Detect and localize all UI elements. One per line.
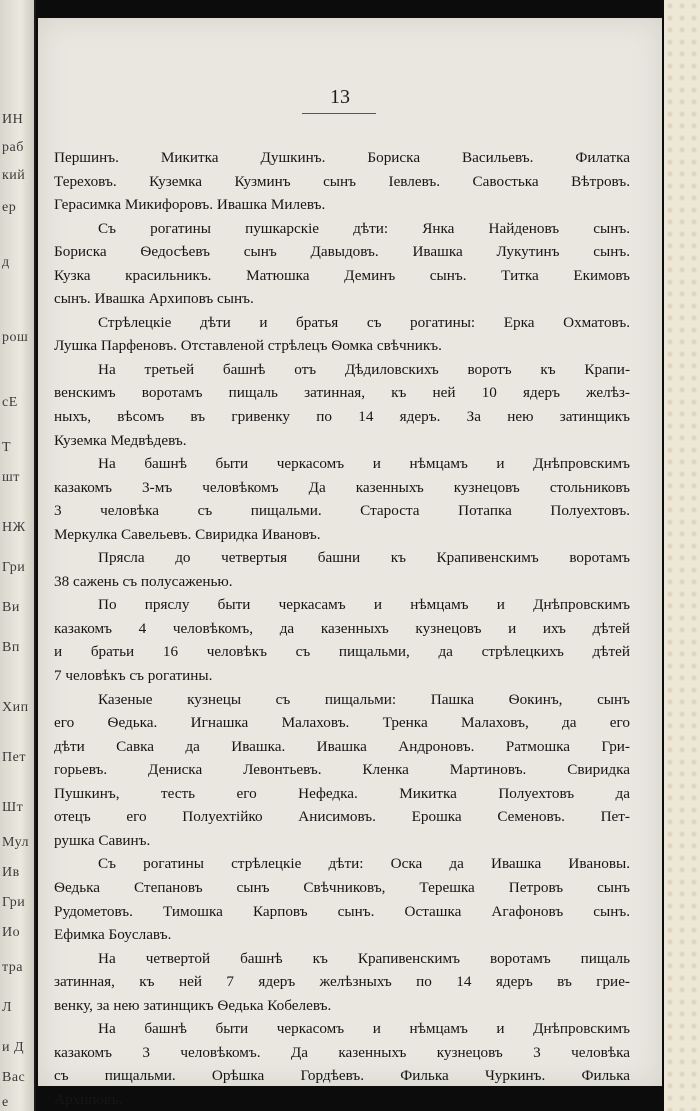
left-page-fragment: Пет: [2, 750, 26, 765]
left-page-fragment: ер: [2, 200, 17, 215]
text-line: Бориска Ѳедосѣевъ сынъ Давыдовъ. Ивашка Лукутинъ сынъ.: [54, 243, 630, 261]
text-line: По пряслу быти черкасамъ и нѣмцамъ и Днѣпровскимъ: [98, 596, 630, 614]
text-line: Герасимка Микифоровъ. Ивашка Милевъ.: [54, 196, 326, 214]
paragraph: [54, 852, 630, 946]
text-line: Съ рогатины стрѣлецкіе дѣти: Оска да Ивашка Ивановы.: [98, 855, 630, 873]
left-page-fragment: сЕ: [2, 395, 18, 410]
page-body-text: [54, 146, 630, 1111]
left-page-fragment: ИН: [2, 112, 24, 127]
left-page-fragment: Ви: [2, 600, 20, 615]
text-line: съ пищальми. Орѣшка Гордѣевъ. Филька Чуркинъ. Филька: [54, 1067, 630, 1085]
paragraph: [54, 546, 630, 593]
left-page-fragment: д: [2, 255, 10, 270]
text-line: Кузка красильникъ. Матюшка Деминъ сынъ. Титка Екимовъ: [54, 266, 630, 284]
paragraph: [54, 947, 630, 1018]
left-page-fragment: и Д: [2, 1040, 25, 1055]
text-line: Архиповъ.: [54, 1090, 123, 1108]
paragraph: [54, 452, 630, 546]
text-line: Першинъ. Микитка Душкинъ. Бориска Васильевъ. Филатка: [54, 149, 630, 166]
text-line: казакомъ 3-мъ человѣкомъ Да казенныхъ кузнецовъ стольниковъ: [54, 478, 630, 496]
text-line: Ѳедька Степановъ сынъ Свѣчниковъ, Терешка Петровъ сынъ: [54, 878, 630, 896]
left-page-fragment: Ио: [2, 925, 21, 940]
text-line: Съ рогатины пушкарскіе дѣти: Янка Найденовъ сынъ.: [98, 219, 630, 237]
paragraph: [54, 1017, 630, 1111]
left-page-fragment: Т: [2, 440, 12, 455]
left-page-fragment: Ив: [2, 865, 20, 880]
text-line: На башнѣ быти черкасомъ и нѣмцамъ и Днѣпровскимъ: [98, 455, 630, 473]
text-line: Тереховъ. Куземка Кузминъ сынъ Іевлевъ. Савостька Вѣтровъ.: [54, 172, 630, 190]
left-page-fragment: шт: [2, 470, 20, 485]
text-line: рушка Савинъ.: [54, 831, 151, 849]
paragraph: [54, 688, 630, 853]
left-page-fragment: Л: [2, 1000, 12, 1015]
paragraph: [54, 217, 630, 311]
text-line: На третьей башнѣ отъ Дѣдиловскихъ воротъ къ Крапи-: [98, 360, 630, 378]
text-line: Ефимка Боуславъ.: [54, 926, 172, 944]
left-page-fragment: кий: [2, 168, 26, 183]
text-line: Рудометовъ. Тимошка Карповъ сынъ. Осташка Агафоновъ сынъ.: [54, 902, 630, 920]
text-line: ныхъ, вѣсомъ въ гривенку по 14 ядеръ. За нею затинщикъ: [54, 408, 630, 426]
page-number-rule: [302, 113, 376, 114]
left-page-fragment: е: [2, 1095, 9, 1110]
book-page: [38, 18, 662, 1108]
text-line: 7 человѣкъ съ рогатины.: [54, 667, 213, 685]
page-number: 13: [330, 86, 350, 108]
paragraph: [54, 358, 630, 452]
text-line: дѣти Савка да Ивашка. Ивашка Андроновъ. Ратмошка Гри-: [54, 737, 630, 755]
text-line: сынъ. Ивашка Архиповъ сынъ.: [54, 290, 254, 308]
text-line: казакомъ 4 человѣкомъ, да казенныхъ кузнецовъ и ихъ дѣтей: [54, 619, 630, 637]
text-line: Пушкинъ, тесть его Нефедка. Микитка Полуехтовъ да: [54, 784, 630, 802]
left-page-fragment: рош: [2, 330, 29, 345]
endpaper-pattern: [664, 0, 700, 1111]
text-line: Куземка Медвѣдевъ.: [54, 431, 187, 449]
text-line: Казеные кузнецы съ пищальми: Пашка Ѳокинъ, сынъ: [98, 690, 630, 708]
left-page-fragment: Вп: [2, 640, 20, 655]
text-line: Стрѣлецкіе дѣти и братья съ рогатины: Ерка Охматовъ.: [98, 313, 630, 331]
text-line: 3 человѣка съ пищальми. Староста Потапка Полуехтовъ.: [54, 502, 630, 520]
text-line: Лушка Парфеновъ. Отставленой стрѣлецъ Ѳомка свѣчникъ.: [54, 337, 442, 355]
text-line: 38 сажень съ полусаженью.: [54, 572, 233, 590]
left-page-fragment: Гри: [2, 560, 26, 575]
left-page-fragment: Вас: [2, 1070, 26, 1085]
text-line: затинная, къ ней 7 ядеръ желѣзныхъ по 14 ядеръ въ грие-: [54, 973, 630, 991]
text-line: венскимъ воротамъ пищаль затинная, къ ней 10 ядеръ желѣз-: [54, 384, 630, 402]
text-line: отецъ его Полуехтійко Анисимовъ. Ерошка Семеновъ. Пет-: [54, 808, 630, 826]
left-page-fragment: тра: [2, 960, 24, 975]
text-line: венку, за нею затинщикъ Ѳедька Кобелевъ.: [54, 996, 332, 1014]
text-line: На четвертой башнѣ къ Крапивенскимъ воротамъ пищаль: [98, 949, 630, 967]
text-line: Прясла до четвертыя башни къ Крапивенскимъ воротамъ: [98, 549, 630, 567]
text-line: На башнѣ быти черкасомъ и нѣмцамъ и Днѣпровскимъ: [98, 1020, 630, 1038]
text-line: Меркулка Савельевъ. Свиридка Ивановъ.: [54, 525, 321, 543]
left-page-fragment: Гри: [2, 895, 26, 910]
left-page-fragment: раб: [2, 140, 24, 155]
text-line: и братьи 16 человѣкъ съ пищальми, да стрѣлецкихъ дѣтей: [54, 643, 630, 661]
text-line: его Ѳедька. Игнашка Малаховъ. Тренка Малаховъ, да его: [54, 714, 630, 732]
paragraph: [54, 593, 630, 687]
left-page-fragment: Хип: [2, 700, 29, 715]
paragraph: [54, 311, 630, 358]
left-page-fragment: Шт: [2, 800, 24, 815]
left-page-fragment: Мул: [2, 835, 29, 850]
text-line: казакомъ 3 человѣкомъ. Да казенныхъ кузнецовъ 3 человѣка: [54, 1043, 630, 1061]
left-page-fragment: НЖ: [2, 520, 26, 535]
paragraph: [54, 146, 630, 217]
left-page-edge: [0, 0, 36, 1111]
text-line: горьевъ. Дениска Левонтьевъ. Кленка Мартиновъ. Свиридка: [54, 761, 630, 779]
